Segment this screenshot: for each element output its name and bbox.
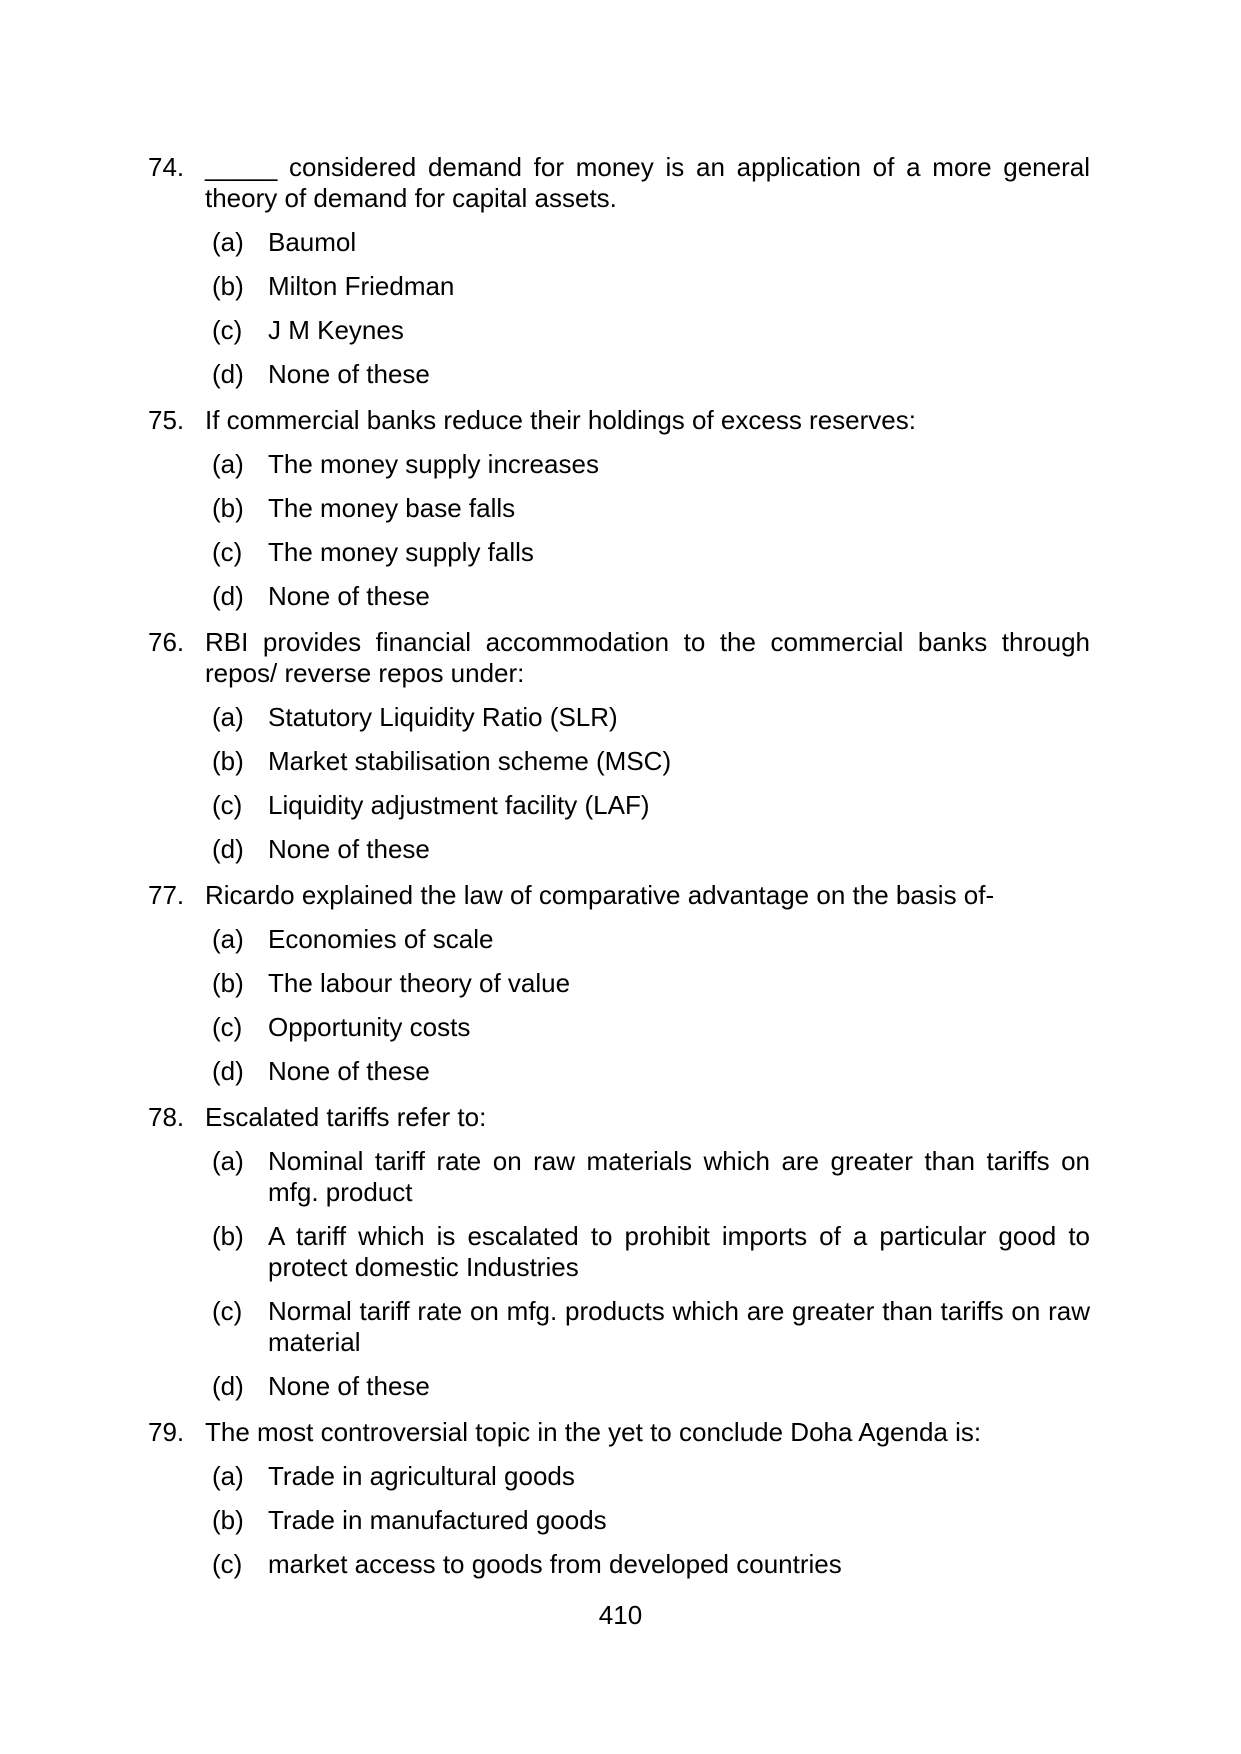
question-number: 77. [148, 880, 185, 910]
option-letter: (b) [212, 493, 244, 523]
option-letter: (b) [212, 968, 244, 998]
option-letter: (a) [212, 449, 244, 479]
question-number: 78. [148, 1102, 185, 1132]
question-item [148, 627, 1090, 865]
option-list [148, 1461, 1090, 1580]
question-text: Escalated tariffs refer to: [205, 1102, 487, 1132]
option-item [212, 1549, 1090, 1580]
option-item [212, 968, 1090, 999]
option-letter: (b) [212, 746, 244, 776]
option-letter: (c) [212, 1296, 243, 1326]
option-text: None of these [268, 1371, 430, 1401]
option-letter: (c) [212, 315, 243, 345]
option-list [148, 1146, 1090, 1402]
option-text: The money supply increases [268, 449, 599, 479]
option-item [212, 271, 1090, 302]
option-letter: (d) [212, 581, 244, 611]
option-item [212, 581, 1090, 612]
question-text: _____ considered demand for money is an application of a more general theory of demand for capital assets. [205, 152, 1090, 213]
option-text: Baumol [268, 227, 357, 257]
option-list [148, 449, 1090, 612]
question-number: 75. [148, 405, 185, 435]
option-text: Normal tariff rate on mfg. products which are greater than tariffs on raw material [268, 1296, 1090, 1357]
option-text: The money base falls [268, 493, 516, 523]
option-letter: (b) [212, 271, 244, 301]
option-item [212, 924, 1090, 955]
option-text: market access to goods from developed countries [268, 1549, 842, 1579]
option-text: None of these [268, 359, 430, 389]
option-text: None of these [268, 1056, 430, 1086]
option-letter: (d) [212, 834, 244, 864]
question-item [148, 1417, 1090, 1580]
option-item [212, 1296, 1090, 1358]
option-item [212, 1056, 1090, 1087]
option-text: Trade in manufactured goods [268, 1505, 607, 1535]
question-number: 76. [148, 627, 185, 657]
option-letter: (c) [212, 1549, 243, 1579]
option-text: A tariff which is escalated to prohibit imports of a particular good to protect domestic Industries [268, 1221, 1090, 1282]
question-item [148, 1102, 1090, 1402]
question-list [148, 152, 1090, 1580]
option-letter: (a) [212, 1146, 244, 1176]
option-text: Liquidity adjustment facility (LAF) [268, 790, 650, 820]
question-item [148, 152, 1090, 390]
question-row [148, 1102, 1090, 1133]
question-item [148, 405, 1090, 612]
option-letter: (b) [212, 1221, 244, 1251]
option-item [212, 1505, 1090, 1536]
option-text: Milton Friedman [268, 271, 455, 301]
option-letter: (c) [212, 1012, 243, 1042]
question-number: 74. [148, 152, 185, 182]
option-letter: (d) [212, 359, 244, 389]
option-item [212, 359, 1090, 390]
option-text: None of these [268, 834, 430, 864]
option-item [212, 834, 1090, 865]
question-text: If commercial banks reduce their holdings of excess reserves: [205, 405, 916, 435]
option-letter: (c) [212, 790, 243, 820]
option-item [212, 1146, 1090, 1208]
option-letter: (a) [212, 1461, 244, 1491]
question-text: The most controversial topic in the yet to conclude Doha Agenda is: [205, 1417, 982, 1447]
option-text: Economies of scale [268, 924, 494, 954]
option-item [212, 1221, 1090, 1283]
option-item [212, 537, 1090, 568]
option-text: The labour theory of value [268, 968, 571, 998]
question-text: RBI provides financial accommodation to the commercial banks through repos/ reverse repos under: [205, 627, 1090, 688]
page-number: 410 [598, 1600, 643, 1630]
question-row [148, 1417, 1090, 1448]
option-text: Opportunity costs [268, 1012, 471, 1042]
option-list [148, 227, 1090, 390]
option-letter: (b) [212, 1505, 244, 1535]
option-item [212, 449, 1090, 480]
option-letter: (a) [212, 702, 244, 732]
option-item [212, 1461, 1090, 1492]
question-item [148, 880, 1090, 1087]
option-text: Market stabilisation scheme (MSC) [268, 746, 672, 776]
question-row [148, 152, 1090, 214]
option-text: None of these [268, 581, 430, 611]
option-item [212, 746, 1090, 777]
option-list [148, 702, 1090, 865]
option-letter: (a) [212, 227, 244, 257]
question-row [148, 627, 1090, 689]
option-text: Statutory Liquidity Ratio (SLR) [268, 702, 618, 732]
option-item [212, 227, 1090, 258]
option-letter: (c) [212, 537, 243, 567]
option-list [148, 924, 1090, 1087]
question-row [148, 880, 1090, 911]
option-text: The money supply falls [268, 537, 534, 567]
option-letter: (d) [212, 1371, 244, 1401]
question-text: Ricardo explained the law of comparative advantage on the basis of- [205, 880, 995, 910]
option-text: Trade in agricultural goods [268, 1461, 575, 1491]
option-text: J M Keynes [268, 315, 404, 345]
option-item [212, 702, 1090, 733]
option-letter: (a) [212, 924, 244, 954]
option-text: Nominal tariff rate on raw materials which are greater than tariffs on mfg. product [268, 1146, 1090, 1207]
option-item [212, 493, 1090, 524]
option-item [212, 315, 1090, 346]
option-item [212, 790, 1090, 821]
option-item [212, 1012, 1090, 1043]
question-number: 79. [148, 1417, 185, 1447]
option-letter: (d) [212, 1056, 244, 1086]
option-item [212, 1371, 1090, 1402]
question-row [148, 405, 1090, 436]
